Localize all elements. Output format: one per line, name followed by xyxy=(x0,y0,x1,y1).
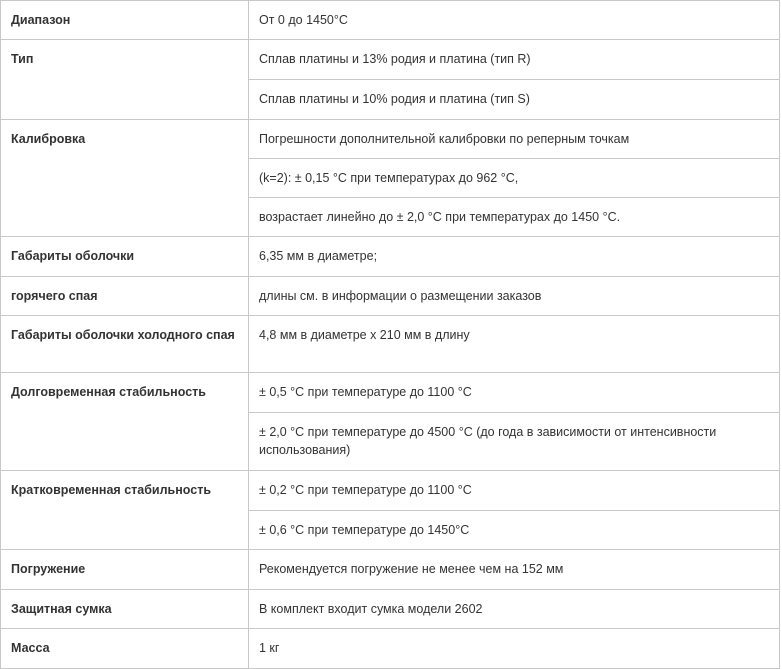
spec-value-cold-junction: 4,8 мм в диаметре х 210 мм в длину xyxy=(249,316,780,373)
spec-key-hot-junction: горячего спая xyxy=(1,277,249,316)
spec-value-range: От 0 до 1450°C xyxy=(249,1,780,40)
spec-key-short-term-stability: Кратковременная стабильность xyxy=(1,471,249,550)
spec-value-calibration-3: возрастает линейно до ± 2,0 °C при температурах до 1450 °C. xyxy=(249,198,780,237)
spec-value-type-s: Сплав платины и 10% родия и платина (тип S) xyxy=(249,80,780,120)
spec-value-protective-bag: В комплект входит сумка модели 2602 xyxy=(249,590,780,629)
table-row xyxy=(1,316,780,373)
table-row xyxy=(1,629,780,669)
spec-value-sheath-dimensions: 6,35 мм в диаметре; xyxy=(249,237,780,277)
spec-key-mass: Масса xyxy=(1,629,249,669)
table-row xyxy=(1,550,780,590)
spec-value-mass: 1 кг xyxy=(249,629,780,669)
table-row xyxy=(1,471,780,511)
table-row xyxy=(1,1,780,40)
table-row xyxy=(1,590,780,629)
spec-key-immersion: Погружение xyxy=(1,550,249,590)
spec-value-calibration-2: (k=2): ± 0,15 °C при температурах до 962 °C, xyxy=(249,159,780,198)
table-row xyxy=(1,277,780,316)
table-row xyxy=(1,373,780,413)
spec-value-calibration-1: Погрешности дополнительной калибровки по реперным точкам xyxy=(249,120,780,159)
spec-value-short-term-stability-2: ± 0,6 °C при температуре до 1450°C xyxy=(249,511,780,550)
spec-key-sheath-dimensions: Габариты оболочки xyxy=(1,237,249,277)
table-row xyxy=(1,237,780,277)
table-row xyxy=(1,120,780,159)
spec-value-long-term-stability-2: ± 2,0 °C при температуре до 4500 °C (до года в зависимости от интенсивности использования) xyxy=(249,413,780,471)
spec-key-long-term-stability: Долговременная стабильность xyxy=(1,373,249,471)
spec-value-short-term-stability-1: ± 0,2 °C при температуре до 1100 °C xyxy=(249,471,780,511)
spec-key-type: Тип xyxy=(1,40,249,120)
spec-value-type-r: Сплав платины и 13% родия и платина (тип R) xyxy=(249,40,780,80)
spec-key-cold-junction: Габариты оболочки холодного спая xyxy=(1,316,249,373)
spec-key-calibration: Калибровка xyxy=(1,120,249,237)
spec-value-hot-junction: длины см. в информации о размещении заказов xyxy=(249,277,780,316)
spec-value-long-term-stability-1: ± 0,5 °C при температуре до 1100 °C xyxy=(249,373,780,413)
table-row xyxy=(1,40,780,80)
spec-value-immersion: Рекомендуется погружение не менее чем на 152 мм xyxy=(249,550,780,590)
spec-key-range: Диапазон xyxy=(1,1,249,40)
spec-key-protective-bag: Защитная сумка xyxy=(1,590,249,629)
